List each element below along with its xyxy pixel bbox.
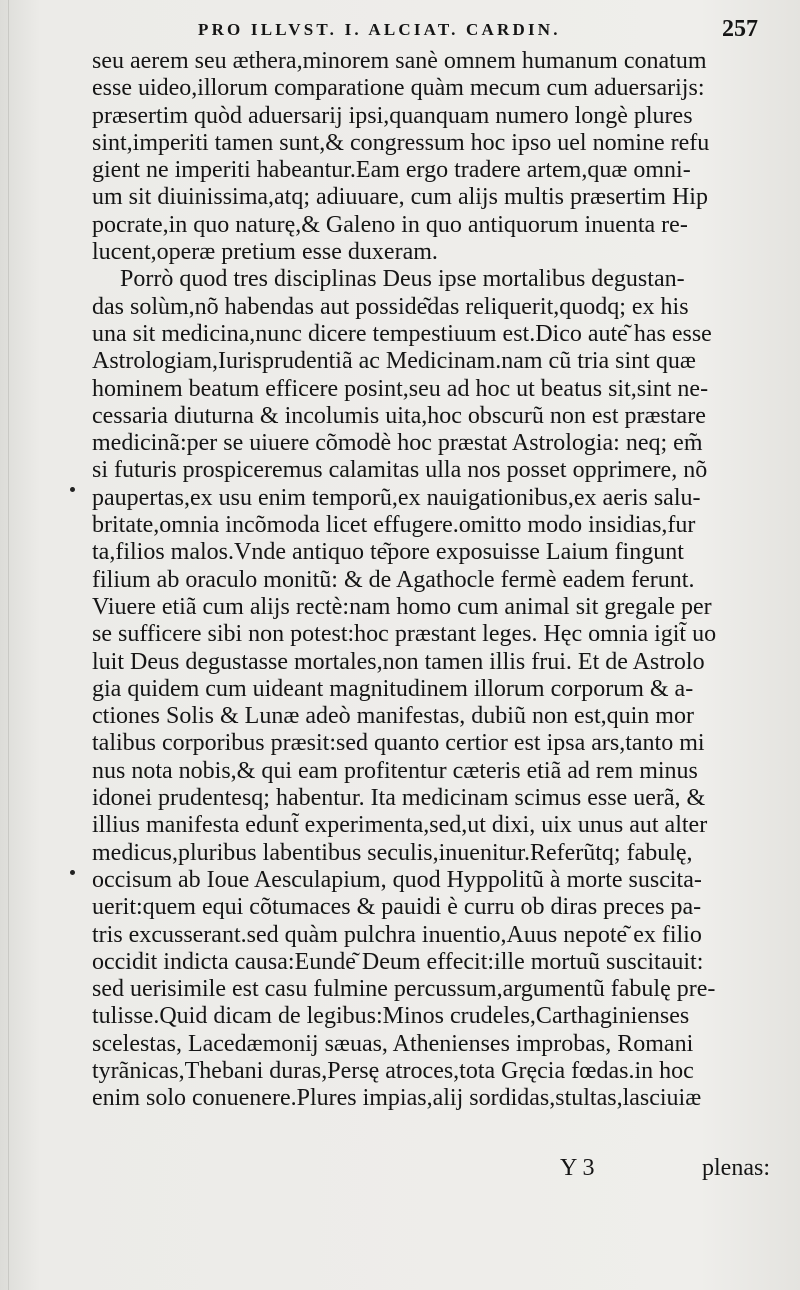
text-line: ctiones Solis & Lunæ adeò manifestas, dubiũ non est,quin mor: [92, 703, 694, 730]
text-line: esse uideo,illorum comparatione quàm mecum cum aduersarijs:: [92, 75, 705, 102]
text-line: cessaria diuturna & incolumis uita,hoc obscurũ non est præstare: [92, 402, 706, 429]
text-line: præsertim quòd aduersarij ipsi,quanquam numero longè plures: [92, 102, 693, 129]
text-line: idonei prudentesq; habentur. Ita medicinam scimus esse uerã, &: [92, 785, 706, 812]
text-line: britate,omnia incõmoda licet effugere.omitto modo insidias,fur: [92, 512, 696, 539]
text-line: enim solo conuenere.Plures impias,alij sordidas,stultas,lasciuiæ: [92, 1085, 702, 1112]
page-number: 257: [722, 16, 758, 42]
text-line: tulisse.Quid dicam de legibus:Minos crudeles,Carthaginienses: [92, 1003, 690, 1030]
text-line: occisum ab Ioue Aesculapium, quod Hyppolitũ à morte suscita-: [92, 866, 702, 893]
ink-speck: [70, 487, 75, 492]
text-line: medicus,pluribus labentibus seculis,inuenitur.Referũtq; fabulę,: [92, 839, 693, 866]
page-header: [198, 16, 758, 52]
signature-mark: Y 3: [560, 1155, 595, 1181]
text-block: [92, 48, 762, 1113]
text-line: talibus corporibus præsit:sed quanto certior est ipsa ars,tanto mi: [92, 730, 705, 757]
text-line: sed uerisimile est casu fulmine percussum,argumentũ fabulę pre-: [92, 976, 716, 1003]
text-line: seu aerem seu æthera,minorem sanè omnem humanum conatum: [92, 48, 707, 74]
text-line: paupertas,ex usu enim temporũ,ex nauigationibus,ex aeris salu-: [92, 484, 701, 511]
text-line: luit Deus degustasse mortales,non tamen illis frui. Et de Astrolo: [92, 648, 705, 675]
catchword: plenas:: [702, 1155, 770, 1181]
page-edge: [8, 0, 9, 1290]
text-line: Viuere etiã cum alijs rectè:nam homo cum animal sit gregale per: [92, 593, 712, 620]
text-line: hominem beatum efficere posint,seu ad hoc ut beatus sit,sint ne-: [92, 375, 709, 402]
text-line: scelestas, Lacedæmonij sæuas, Athenienses improbas, Romani: [92, 1030, 694, 1057]
text-line: lucent,operæ pretium esse duxeram.: [92, 239, 438, 266]
text-line: filium ab oraculo monitũ: & de Agathocle fermè eadem ferunt.: [92, 566, 695, 593]
text-line: gient ne imperiti habeantur.Eam ergo tradere artem,quæ omni-: [92, 157, 691, 184]
text-line: ta,filios malos.Vnde antiquo te͂pore exposuisse Laium fingunt: [92, 539, 684, 566]
text-line: si futuris prospiceremus calamitas ulla nos posset opprimere, nõ: [92, 457, 708, 484]
text-line: Astrologiam,Iurisprudentiã ac Medicinam.nam cũ tria sint quæ: [92, 348, 696, 375]
text-line: um sit diuinissima,atq; adiuuare, cum alijs multis præsertim Hip: [92, 184, 708, 211]
text-line: medicinã:per se uiuere cõmodè hoc præstat Astrologia: neq; em̃: [92, 430, 703, 457]
ink-speck: [70, 870, 75, 875]
text-line: una sit medicina,nunc dicere tempestiuum est.Dico aute͂ has esse: [92, 320, 712, 347]
text-line: illius manifesta edunt̃ experimenta,sed,ut dixi, uix unus aut alter: [92, 812, 708, 839]
text-line: tyrãnicas,Thebani duras,Persę atroces,tota Gręcia fœdas.in hoc: [92, 1057, 694, 1084]
page-footer: [560, 1155, 770, 1191]
text-line: occidit indicta causa:Eunde͂ Deum effecit:ille mortuũ suscitauit:: [92, 948, 704, 975]
text-line: das solùm,nõ habendas aut posside͂das reliquerit,quodq; ex his: [92, 293, 689, 320]
paragraph-first-line: Porrò quod tres disciplinas Deus ipse mortalibus degustan-: [120, 266, 685, 293]
text-line: nus nota nobis,& qui eam profitentur cæteris etiã ad rem minus: [92, 757, 698, 784]
text-line: sint,imperiti tamen sunt,& congressum hoc ipso uel nomine refu: [92, 129, 710, 156]
text-line: uerit:quem equi cõtumaces & pauidi è curru ob diras preces pa-: [92, 894, 702, 921]
text-line: se sufficere sibi non potest:hoc præstant leges. Hęc omnia igit̃ uo: [92, 621, 717, 648]
text-line: pocrate,in quo naturę,& Galeno in quo antiquorum inuenta re-: [92, 211, 688, 238]
text-line: gia quidem cum uideant magnitudinem illorum corporum & a-: [92, 675, 694, 702]
text-line: tris excusserant.sed quàm pulchra inuentio,Auus nepote͂ ex filio: [92, 921, 702, 948]
running-head: PRO ILLVST. I. ALCIAT. CARDIN.: [198, 20, 561, 39]
